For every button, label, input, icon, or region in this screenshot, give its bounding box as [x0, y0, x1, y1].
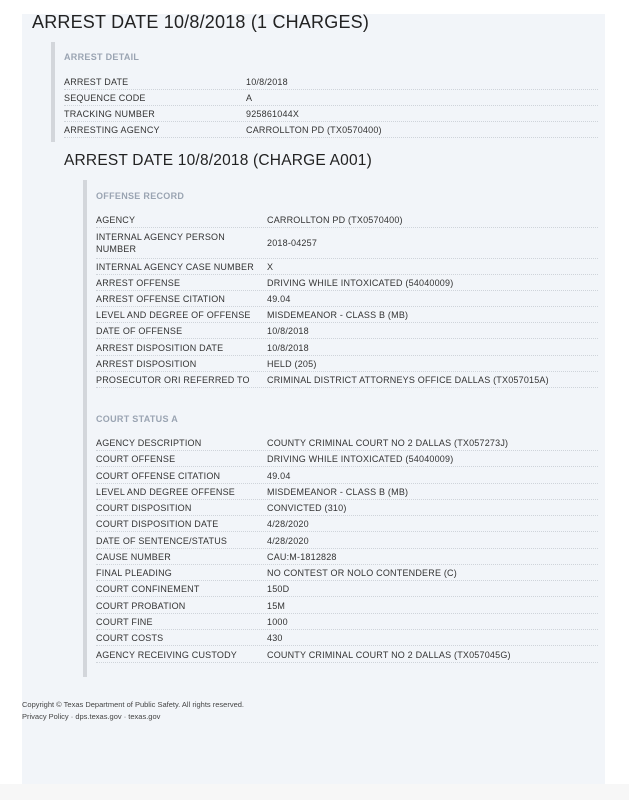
row-value: HELD (205)	[267, 358, 317, 369]
row-label: AGENCY DESCRIPTION	[96, 437, 202, 448]
court-row	[96, 468, 598, 484]
row-value: A	[246, 92, 253, 103]
row-label: ARREST OFFENSE CITATION	[96, 293, 226, 304]
row-value: 2018-04257	[267, 238, 318, 248]
row-value: CRIMINAL DISTRICT ATTORNEYS OFFICE DALLAS (TX057015A)	[267, 374, 549, 385]
footer-links: Privacy Policy · dps.texas.gov · texas.gov	[22, 712, 161, 721]
row-value: COUNTY CRIMINAL COURT NO 2 DALLAS (TX057045G)	[267, 649, 511, 660]
court-row	[96, 549, 598, 565]
court-status-label: COURT STATUS A	[96, 414, 179, 424]
row-label: TRACKING NUMBER	[64, 108, 156, 119]
row-label: COURT COSTS	[96, 632, 164, 643]
bottom-strip	[0, 784, 629, 800]
court-row	[96, 516, 598, 532]
row-value: CAU:M-1812828	[267, 551, 337, 562]
charge-title: ARREST DATE 10/8/2018 (CHARGE A001)	[64, 152, 372, 169]
row-value: 49.04	[267, 293, 291, 304]
court-row	[96, 581, 598, 597]
arrest-detail-label: ARREST DETAIL	[64, 52, 140, 62]
court-row	[96, 500, 598, 516]
court-row	[96, 614, 598, 630]
row-label: FINAL PLEADING	[96, 567, 172, 578]
detail-row	[64, 90, 598, 106]
row-value: 1000	[267, 616, 288, 627]
row-value: CARROLLTON PD (TX0570400)	[246, 124, 382, 135]
offense-row	[96, 212, 598, 228]
row-value: 430	[267, 632, 283, 643]
row-label: DATE OF OFFENSE	[96, 325, 183, 336]
detail-row	[64, 74, 598, 90]
court-row	[96, 647, 598, 663]
offense-row	[96, 291, 598, 307]
row-value: MISDEMEANOR - CLASS B (MB)	[267, 309, 409, 320]
row-value: 10/8/2018	[267, 342, 309, 353]
row-label: AGENCY RECEIVING CUSTODY	[96, 649, 237, 660]
offense-row	[96, 275, 598, 291]
footer-copyright: Copyright © Texas Department of Public Safety. All rights reserved.	[22, 700, 245, 709]
charge-bar	[83, 180, 87, 677]
row-value: 10/8/2018	[246, 76, 288, 87]
offense-row	[96, 307, 598, 323]
row-label: ARREST DATE	[64, 76, 129, 87]
court-row	[96, 598, 598, 614]
court-row	[96, 533, 598, 549]
row-value: CONVICTED (310)	[267, 502, 347, 513]
arrest-title: ARREST DATE 10/8/2018 (1 CHARGES)	[32, 12, 370, 32]
row-label: ARREST OFFENSE	[96, 277, 181, 288]
row-label: DATE OF SENTENCE/STATUS	[96, 535, 228, 546]
row-value: DRIVING WHILE INTOXICATED (54040009)	[267, 277, 454, 288]
row-label: INTERNAL AGENCY PERSON NUMBER	[96, 232, 225, 254]
row-label: COURT PROBATION	[96, 600, 186, 611]
row-label: COURT OFFENSE CITATION	[96, 470, 221, 481]
row-label: LEVEL AND DEGREE OFFENSE	[96, 486, 236, 497]
row-label: ARREST DISPOSITION DATE	[96, 342, 224, 353]
row-label: SEQUENCE CODE	[64, 92, 146, 103]
row-label: ARRESTING AGENCY	[64, 124, 160, 135]
row-value: MISDEMEANOR - CLASS B (MB)	[267, 486, 409, 497]
offense-row	[96, 356, 598, 372]
court-row	[96, 435, 598, 451]
court-row	[96, 630, 598, 646]
row-label: COURT DISPOSITION	[96, 502, 192, 513]
offense-row	[96, 372, 598, 388]
row-label: AGENCY	[96, 214, 136, 225]
row-value: CARROLLTON PD (TX0570400)	[267, 214, 403, 225]
row-value: 925861044X	[246, 108, 300, 119]
row-label: COURT FINE	[96, 616, 153, 627]
row-label: INTERNAL AGENCY CASE NUMBER	[96, 261, 254, 272]
row-value: NO CONTEST OR NOLO CONTENDERE (C)	[267, 567, 457, 578]
row-value: 4/28/2020	[267, 518, 309, 529]
row-label: ARREST DISPOSITION	[96, 358, 197, 369]
offense-row	[96, 259, 598, 275]
offense-row	[96, 228, 598, 259]
row-label: COURT CONFINEMENT	[96, 583, 200, 594]
offense-row	[96, 340, 598, 356]
offense-record-label: OFFENSE RECORD	[96, 191, 185, 201]
row-value: 49.04	[267, 470, 291, 481]
row-value: 4/28/2020	[267, 535, 309, 546]
court-row	[96, 565, 598, 581]
row-value: DRIVING WHILE INTOXICATED (54040009)	[267, 453, 454, 464]
row-label: COURT DISPOSITION DATE	[96, 518, 219, 529]
court-row	[96, 484, 598, 500]
row-value: 150D	[267, 583, 290, 594]
row-label: PROSECUTOR ORI REFERRED TO	[96, 374, 250, 385]
detail-row	[64, 122, 598, 138]
row-value: X	[267, 261, 274, 272]
row-label: CAUSE NUMBER	[96, 551, 171, 562]
court-row	[96, 451, 598, 467]
detail-row	[64, 106, 598, 122]
row-value: 10/8/2018	[267, 325, 309, 336]
arrest-detail-bar	[51, 42, 55, 142]
row-label: LEVEL AND DEGREE OF OFFENSE	[96, 309, 251, 320]
offense-row	[96, 323, 598, 339]
row-value: 15M	[267, 600, 286, 611]
row-value: COUNTY CRIMINAL COURT NO 2 DALLAS (TX057273J)	[267, 437, 509, 448]
row-label: COURT OFFENSE	[96, 453, 176, 464]
